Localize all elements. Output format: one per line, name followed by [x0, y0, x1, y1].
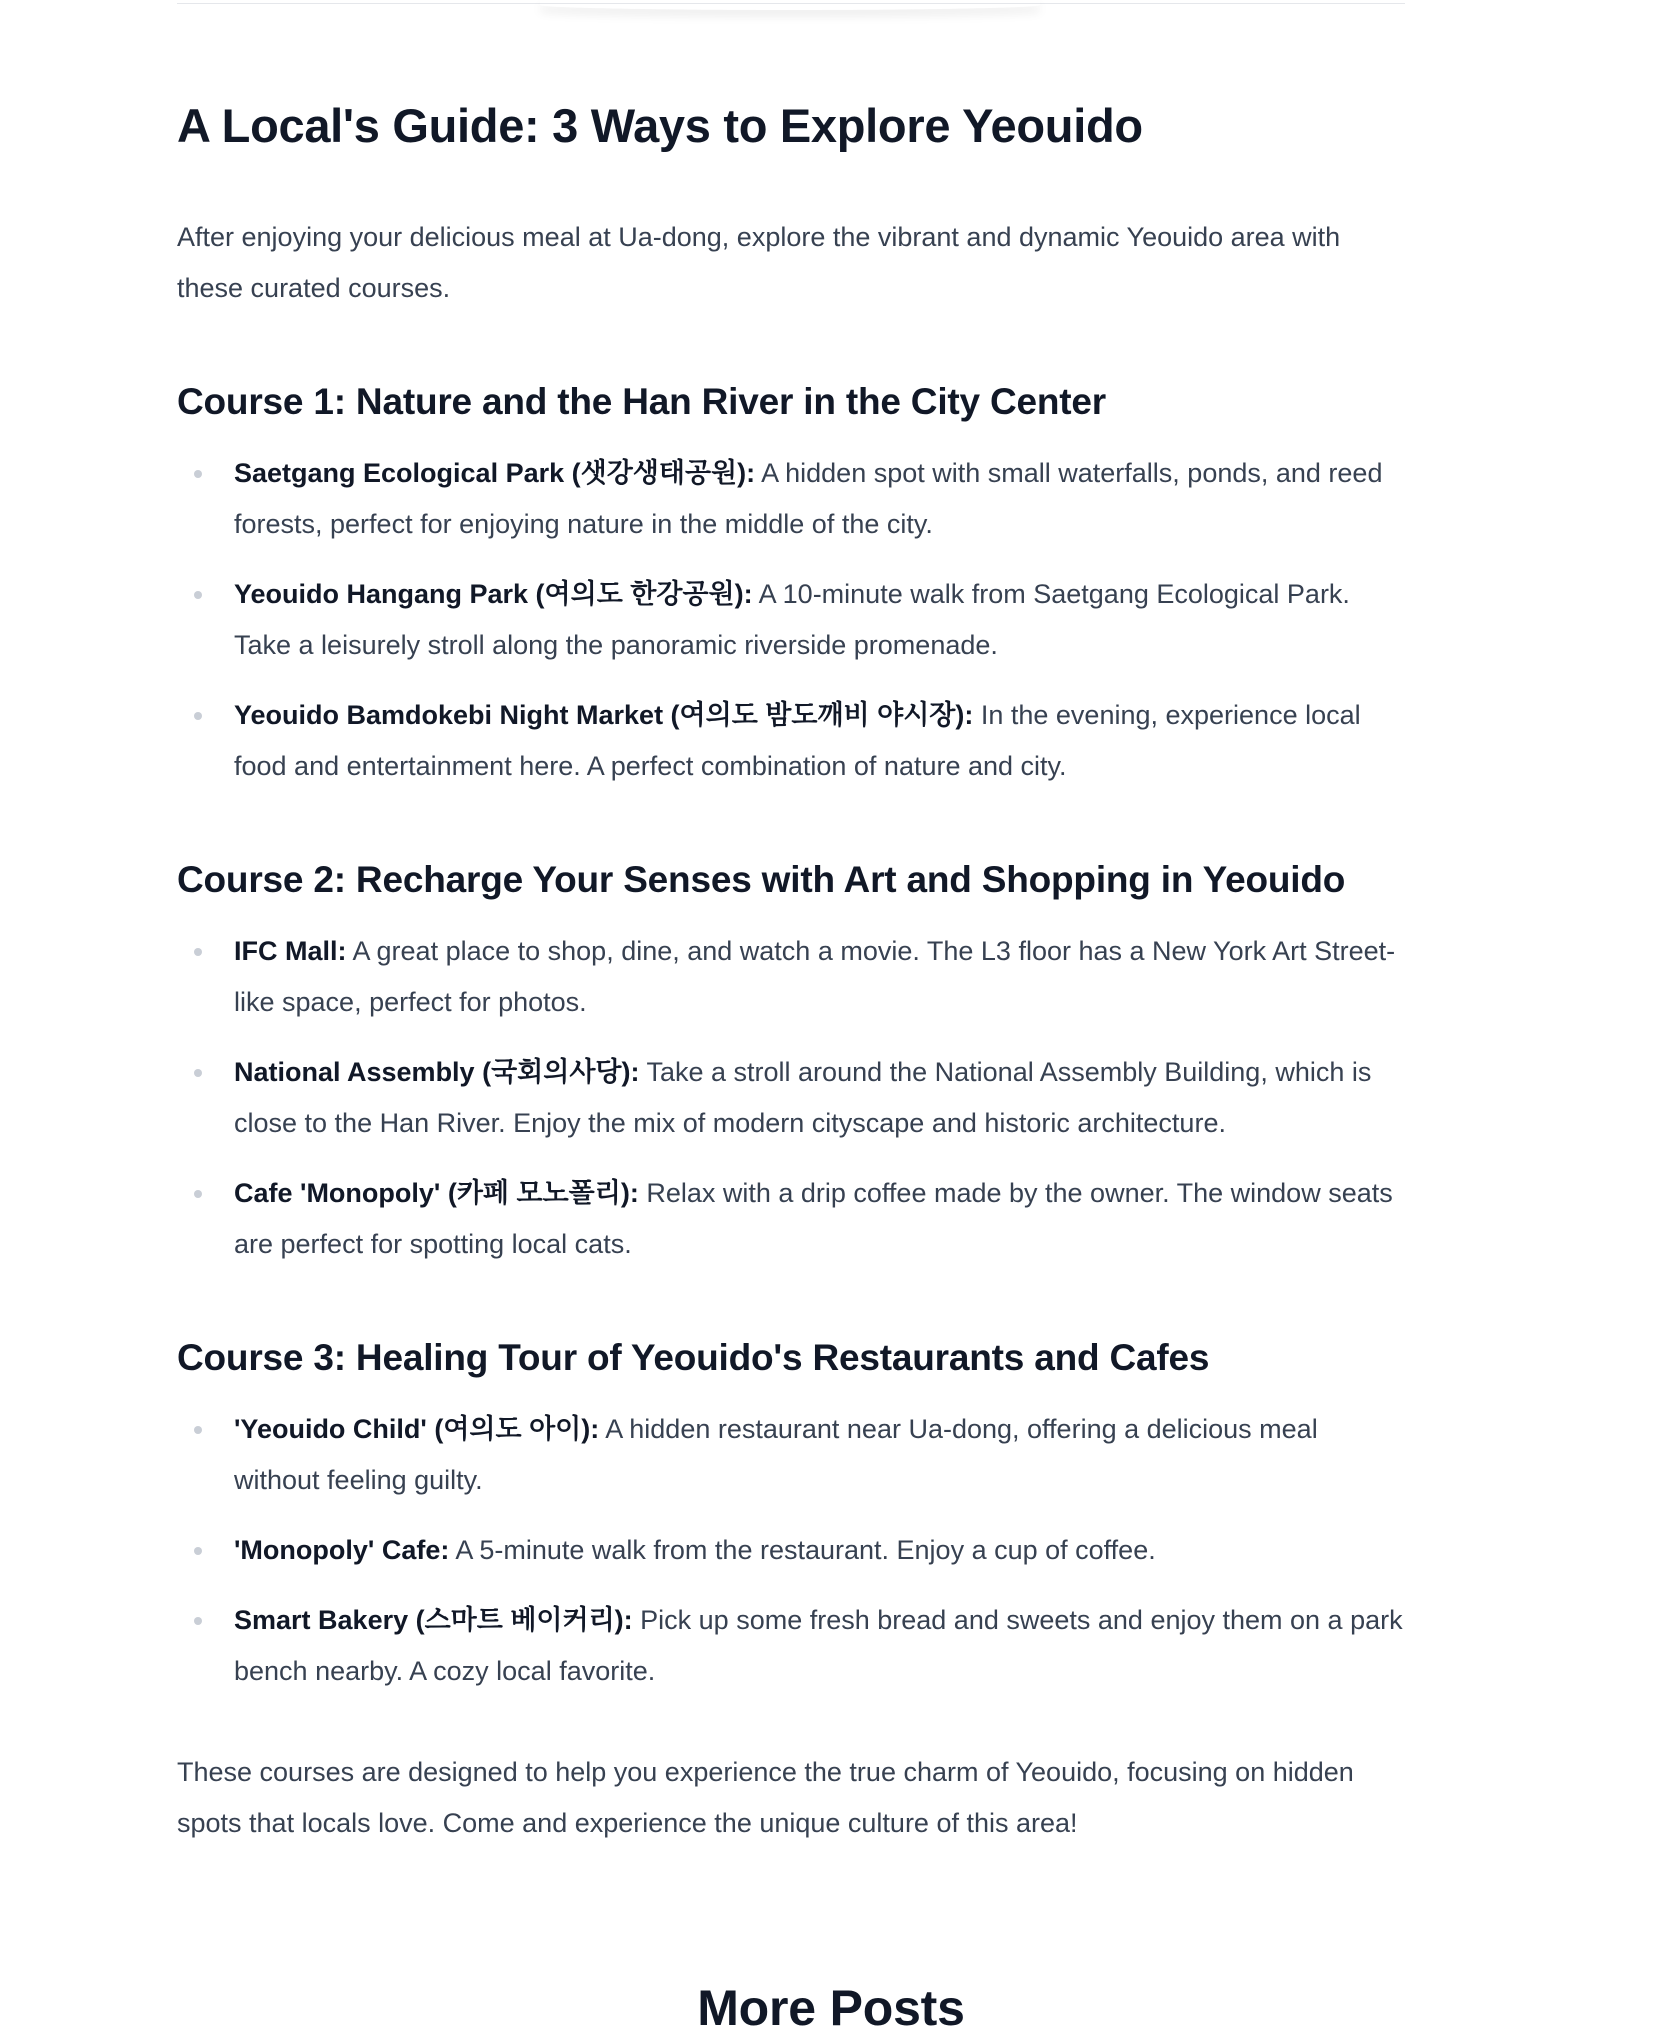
- place-description: A hidden restaurant near Ua-dong, offering a delicious meal without feeling guilty.: [234, 1414, 1318, 1495]
- place-name: 'Monopoly' Cafe:: [234, 1535, 450, 1565]
- place-name: National Assembly (국회의사당):: [234, 1057, 640, 1087]
- bullet-icon: [194, 470, 202, 478]
- bullet-icon: [194, 1426, 202, 1434]
- bullet-icon: [194, 1190, 202, 1198]
- course-list: [177, 1404, 1405, 1697]
- place-description: In the evening, experience local food and entertainment here. A perfect combination of nature and city.: [234, 700, 1361, 781]
- list-item: [177, 569, 1405, 671]
- course-heading: Course 3: Healing Tour of Yeouido's Restaurants and Cafes: [177, 1337, 1210, 1378]
- bullet-icon: [194, 591, 202, 599]
- place-description: A 10-minute walk from Saetgang Ecological Park. Take a leisurely stroll along the panoramic riverside promenade.: [234, 579, 1350, 660]
- place-name: Saetgang Ecological Park (샛강생태공원):: [234, 458, 756, 488]
- list-item: [177, 1168, 1405, 1270]
- list-item: [177, 1595, 1405, 1697]
- bullet-icon: [194, 1547, 202, 1555]
- course-heading: Course 2: Recharge Your Senses with Art and Shopping in Yeouido: [177, 859, 1346, 900]
- place-name: Smart Bakery (스마트 베이커리):: [234, 1605, 633, 1635]
- course-heading: Course 1: Nature and the Han River in the City Center: [177, 381, 1106, 422]
- bullet-icon: [194, 712, 202, 720]
- place-description: A 5-minute walk from the restaurant. Enjoy a cup of coffee.: [449, 1535, 1156, 1565]
- list-item: [177, 1047, 1405, 1149]
- place-name: 'Yeouido Child' (여의도 아이):: [234, 1414, 600, 1444]
- course-3: [177, 1330, 1405, 1697]
- article-title: A Local's Guide: 3 Ways to Explore Yeouido: [177, 99, 1143, 152]
- bullet-icon: [194, 1069, 202, 1077]
- list-item: [177, 1404, 1405, 1506]
- course-list: [177, 926, 1405, 1270]
- header-shadow: [540, 0, 1040, 10]
- course-1: [177, 374, 1405, 792]
- list-item: [177, 448, 1405, 550]
- bullet-icon: [194, 1617, 202, 1625]
- place-name: Cafe 'Monopoly' (카페 모노폴리):: [234, 1178, 639, 1208]
- course-list: [177, 448, 1405, 792]
- article-intro: After enjoying your delicious meal at Ua-dong, explore the vibrant and dynamic Yeouido area with these curated courses.: [177, 222, 1341, 303]
- course-2: [177, 852, 1405, 1270]
- more-posts-heading: More Posts: [697, 1980, 965, 2036]
- place-description: A great place to shop, dine, and watch a movie. The L3 floor has a New York Art Street-like space, perfect for photos.: [234, 936, 1396, 1017]
- place-description: Take a stroll around the National Assembly Building, which is close to the Han River. Enjoy the mix of modern cityscape and historic architecture.: [234, 1057, 1372, 1138]
- bullet-icon: [194, 948, 202, 956]
- place-description: A hidden spot with small waterfalls, ponds, and reed forests, perfect for enjoying nature in the middle of the city.: [234, 458, 1383, 539]
- list-item: [177, 1525, 1405, 1576]
- place-description: Relax with a drip coffee made by the owner. The window seats are perfect for spotting local cats.: [234, 1178, 1393, 1259]
- list-item: [177, 926, 1405, 1028]
- place-name: IFC Mall:: [234, 936, 347, 966]
- list-item: [177, 690, 1405, 792]
- article-outro: These courses are designed to help you experience the true charm of Yeouido, focusing on hidden spots that locals love. Come and experience the unique culture of this area!: [177, 1757, 1354, 1838]
- article: [177, 90, 1405, 1849]
- place-name: Yeouido Hangang Park (여의도 한강공원):: [234, 579, 753, 609]
- place-description: Pick up some fresh bread and sweets and enjoy them on a park bench nearby. A cozy local favorite.: [234, 1605, 1403, 1686]
- place-name: Yeouido Bamdokebi Night Market (여의도 밤도깨비 야시장):: [234, 700, 974, 730]
